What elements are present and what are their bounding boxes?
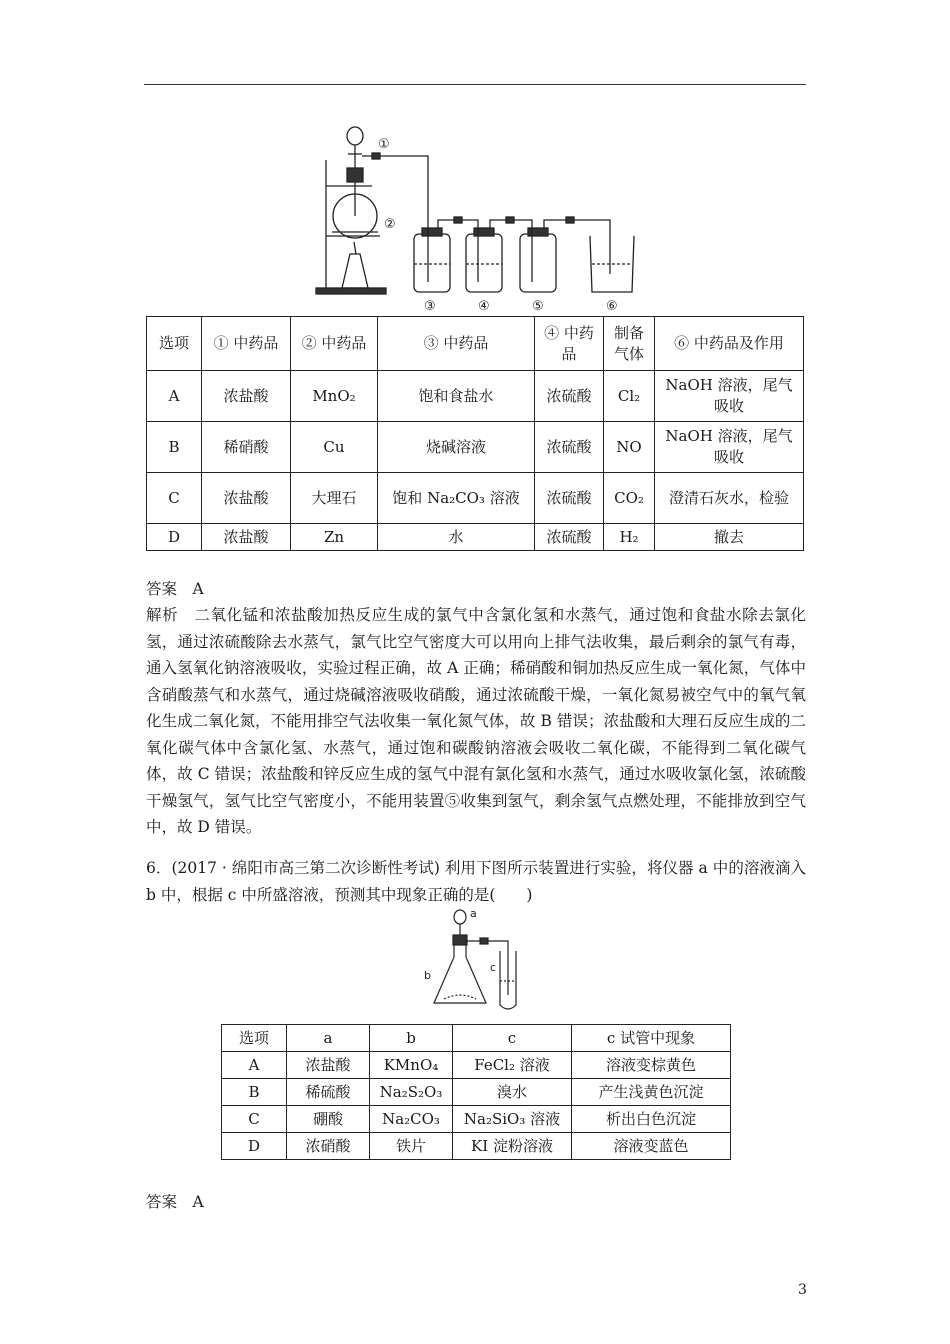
table-cell: KI 淀粉溶液 bbox=[453, 1133, 572, 1160]
table-cell: 浓硫酸 bbox=[535, 524, 604, 551]
table-cell: NaOH 溶液，尾气吸收 bbox=[655, 371, 804, 422]
table-row bbox=[222, 1079, 731, 1106]
fig2-label-c: c bbox=[490, 961, 497, 974]
fig2-label-a: a bbox=[470, 907, 477, 920]
table-cell: Na₂CO₃ bbox=[370, 1106, 453, 1133]
table-header-cell: ③ 中药品 bbox=[378, 317, 535, 371]
table-cell: Cu bbox=[291, 422, 378, 473]
answer-2: 答案 A bbox=[146, 1193, 204, 1211]
header-rule bbox=[144, 84, 806, 85]
table-cell: 烧碱溶液 bbox=[378, 422, 535, 473]
table-row bbox=[147, 422, 804, 473]
fig1-label-4: ④ bbox=[478, 299, 490, 314]
table-header-cell: ⑥ 中药品及作用 bbox=[655, 317, 804, 371]
table-cell: Na₂S₂O₃ bbox=[370, 1079, 453, 1106]
table-cell: 浓硝酸 bbox=[287, 1133, 370, 1160]
table-cell: 大理石 bbox=[291, 473, 378, 524]
apparatus-figure-2 bbox=[420, 905, 530, 1025]
table-row bbox=[147, 317, 804, 371]
table-cell: 溶液变棕黄色 bbox=[572, 1052, 731, 1079]
table-row bbox=[222, 1106, 731, 1133]
fig2-label-b: b bbox=[424, 969, 431, 982]
table-header-cell: a bbox=[287, 1025, 370, 1052]
table-row bbox=[147, 473, 804, 524]
fig1-label-5: ⑤ bbox=[532, 299, 544, 314]
table-cell: C bbox=[222, 1106, 287, 1133]
table-header-cell: ④ 中药品 bbox=[535, 317, 604, 371]
table-header-cell: 选项 bbox=[147, 317, 202, 371]
table-row bbox=[147, 371, 804, 422]
table-row bbox=[222, 1025, 731, 1052]
table-header-cell: c bbox=[453, 1025, 572, 1052]
fig1-label-1: ① bbox=[378, 137, 390, 152]
table-cell: 浓盐酸 bbox=[202, 473, 291, 524]
table-cell: KMnO₄ bbox=[370, 1052, 453, 1079]
table-row bbox=[222, 1133, 731, 1160]
apparatus-figure-1 bbox=[310, 124, 640, 314]
table-cell: 浓硫酸 bbox=[535, 473, 604, 524]
table-cell: 析出白色沉淀 bbox=[572, 1106, 731, 1133]
reagents-table-1 bbox=[146, 316, 804, 551]
fig1-label-3: ③ bbox=[424, 299, 436, 314]
table-cell: 浓硫酸 bbox=[535, 371, 604, 422]
fig1-label-2: ② bbox=[384, 217, 396, 232]
table-header-cell: ② 中药品 bbox=[291, 317, 378, 371]
table-cell: MnO₂ bbox=[291, 371, 378, 422]
table-cell: 稀硝酸 bbox=[202, 422, 291, 473]
explanation-paragraph: 解析 二氧化锰和浓盐酸加热反应生成的氯气中含氯化氢和水蒸气，通过饱和食盐水除去氯化氢，通过浓硫酸除去水蒸气，氯气比空气密度大可以用向上排气法收集，最后剩余的氯气有毒，通入氢氧化钠溶液吸收，实验过程正确，故 A 正确；稀硝酸和铜加热反应生成一氧化氮，气体中含硝酸蒸气和水蒸气，通过烧碱溶液吸收硝酸，通过浓硫酸干燥，一氧化氮易被空气中的氧气氧化生成二氧化氮，不能用排空气法收集一氧化氮气体，故 B 错误；浓盐酸和大理石反应生成的二氧化碳气体中含氯化氢、水蒸气，通过饱和碳酸钠溶液会吸收二氧化碳，不能得到二氧化碳气体，故 C 错误；浓盐酸和锌反应生成的氢气中混有氯化氢和水蒸气，通过水吸收氯化氢，浓硫酸干燥氢气，氢气比空气密度小，不能用装置⑤收集到氢气，剩余氢气点燃处理，不能排放到空气中，故 D 错误。 bbox=[146, 606, 806, 836]
table-row bbox=[147, 524, 804, 551]
table-cell: FeCl₂ 溶液 bbox=[453, 1052, 572, 1079]
table-cell: 浓盐酸 bbox=[287, 1052, 370, 1079]
table-cell: 浓盐酸 bbox=[202, 371, 291, 422]
table-cell: Zn bbox=[291, 524, 378, 551]
table-cell: C bbox=[147, 473, 202, 524]
table-cell: NaOH 溶液，尾气吸收 bbox=[655, 422, 804, 473]
table-cell: 铁片 bbox=[370, 1133, 453, 1160]
table-cell: NO bbox=[604, 422, 655, 473]
table-cell: 撤去 bbox=[655, 524, 804, 551]
table-header-cell: c 试管中现象 bbox=[572, 1025, 731, 1052]
table-cell: H₂ bbox=[604, 524, 655, 551]
table-cell: CO₂ bbox=[604, 473, 655, 524]
reagents-table-2 bbox=[221, 1024, 731, 1160]
table-header-cell: b bbox=[370, 1025, 453, 1052]
table-cell: 澄清石灰水，检验 bbox=[655, 473, 804, 524]
table-cell: Na₂SiO₃ 溶液 bbox=[453, 1106, 572, 1133]
table-cell: B bbox=[147, 422, 202, 473]
table-cell: A bbox=[147, 371, 202, 422]
table-cell: 水 bbox=[378, 524, 535, 551]
table-cell: 饱和 Na₂CO₃ 溶液 bbox=[378, 473, 535, 524]
table-cell: 硼酸 bbox=[287, 1106, 370, 1133]
fig1-label-6: ⑥ bbox=[606, 299, 618, 314]
table-cell: 浓盐酸 bbox=[202, 524, 291, 551]
table-header-cell: 选项 bbox=[222, 1025, 287, 1052]
table-cell: D bbox=[147, 524, 202, 551]
table-cell: 稀硫酸 bbox=[287, 1079, 370, 1106]
table-cell: 溶液变蓝色 bbox=[572, 1133, 731, 1160]
table-cell: B bbox=[222, 1079, 287, 1106]
table-header-cell: ① 中药品 bbox=[202, 317, 291, 371]
table-cell: 饱和食盐水 bbox=[378, 371, 535, 422]
table-cell: A bbox=[222, 1052, 287, 1079]
table-cell: D bbox=[222, 1133, 287, 1160]
page-number: 3 bbox=[798, 1282, 807, 1298]
table-cell: 产生浅黄色沉淀 bbox=[572, 1079, 731, 1106]
question-6: 6．(2017 · 绵阳市高三第二次诊断性考试) 利用下图所示装置进行实验，将仪器 a 中的溶液滴入 b 中，根据 c 中所盛溶液，预测其中现象正确的是( ) bbox=[146, 859, 806, 904]
table-row bbox=[222, 1052, 731, 1079]
table-cell: 溴水 bbox=[453, 1079, 572, 1106]
table-cell: 浓硫酸 bbox=[535, 422, 604, 473]
table-cell: Cl₂ bbox=[604, 371, 655, 422]
answer-1: 答案 A bbox=[146, 580, 204, 598]
table-header-cell: 制备气体 bbox=[604, 317, 655, 371]
